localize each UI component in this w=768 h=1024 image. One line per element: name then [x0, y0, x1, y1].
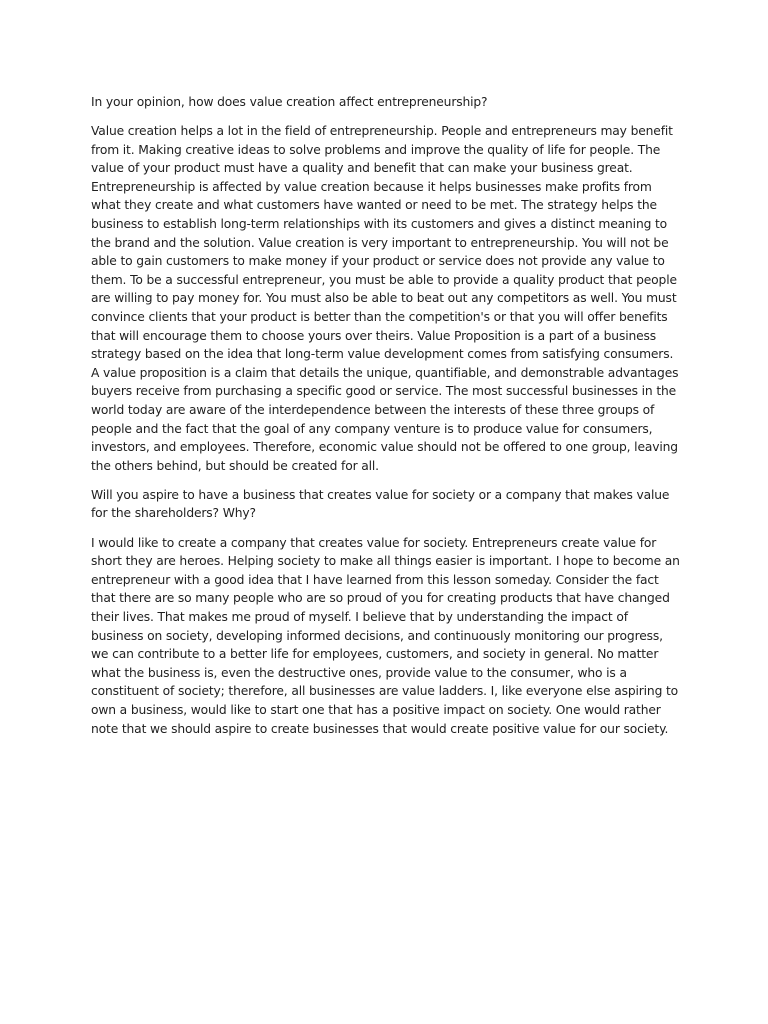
question-1: In your opinion, how does value creation affect entrepreneurship?: [91, 95, 488, 109]
answer-1: Value creation helps a lot in the field of entrepreneurship. People and entrepreneurs may benefit from it. Making creative ideas to solve problems and improve the quality of life for people. The value of your product must have a quality and benefit that can make your business great. Entrepreneurship is affected by value creation because it helps businesses make profits from what they create and what customers have wanted or need to be met. The strategy helps the business to establish long-term relationships with its customers and gives a distinct meaning to the brand and the solution. Value creation is very important to entrepreneurship. You will not be able to gain customers to make money if your product or service does not provide any value to them. To be a successful entrepreneur, you must be able to provide a quality product that people are willing to pay money for. You must also be able to beat out any competitors as well. You must convince clients that your product is better than the competition's or that you will offer benefits that will encourage them to choose yours over theirs. Value Proposition is a part of a business strategy based on the idea that long-term value development comes from satisfying consumers. A value proposition is a claim that details the unique, quantifiable, and demonstrable advantages buyers receive from purchasing a specific good or service. The most successful businesses in the world today are aware of the interdependence between the interests of these three groups of people and the fact that the goal of any company venture is to produce value for consumers, investors, and employees. Therefore, economic value should not be offered to one group, leaving the others behind, but should be created for all.: [91, 124, 679, 473]
answer-2: I would like to create a company that creates value for society. Entrepreneurs create value for short they are heroes. Helping society to make all things easier is important. I hope to become an entrepreneur with a good idea that I have learned from this lesson someday. Consider the fact that there are so many people who are so proud of you for creating products that have changed their lives. That makes me proud of myself. I believe that by understanding the impact of business on society, developing informed decisions, and continuously monitoring our progress, we can contribute to a better life for employees, customers, and society in general. No matter what the business is, even the destructive ones, provide value to the consumer, who is a constituent of society; therefore, all businesses are value ladders. I, like everyone else aspiring to own a business, would like to start one that has a positive impact on society. One would rather note that we should aspire to create businesses that would create positive value for our society.: [91, 535, 680, 736]
question-2: Will you aspire to have a business that creates value for society or a company that makes value for the shareholders? Why?: [91, 487, 670, 521]
document-body: [91, 93, 683, 749]
